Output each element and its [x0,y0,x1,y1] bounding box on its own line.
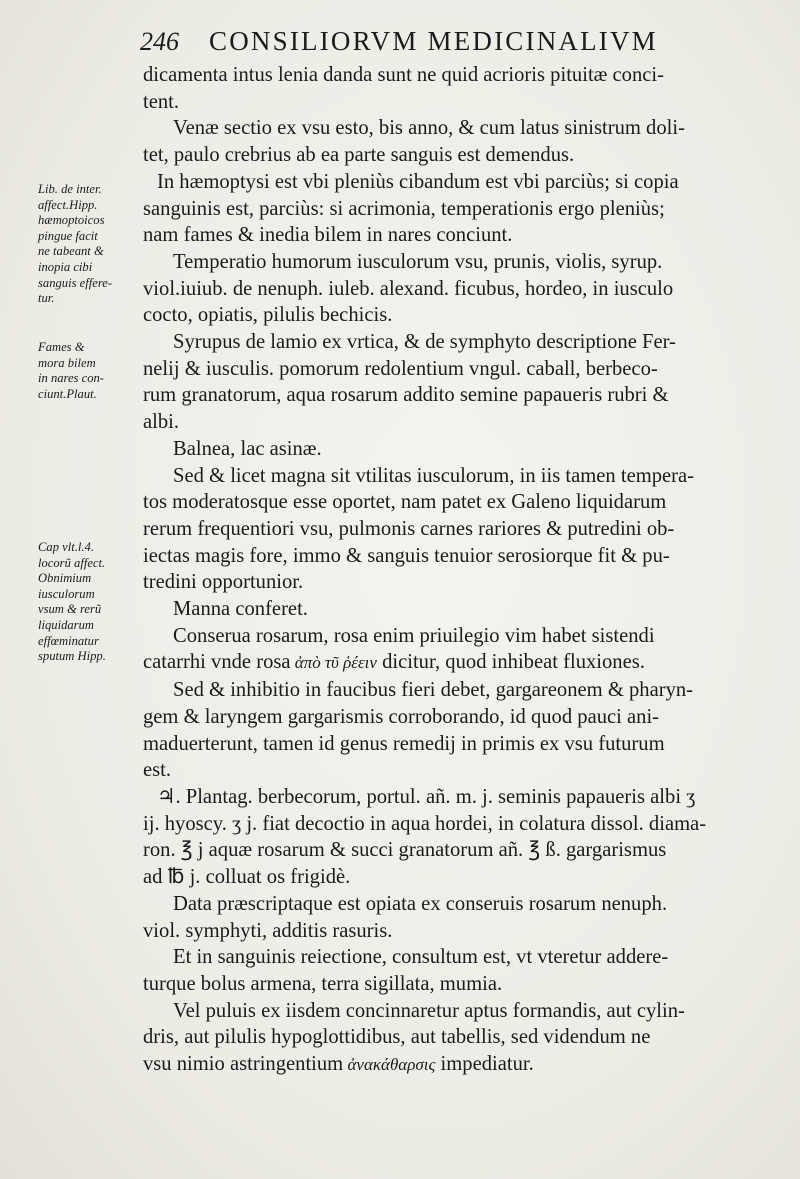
text-line-main: rum granatorum, aqua rosarum addito semine papaueris rubri & [143,384,669,407]
text-line-main: tent. [143,90,180,113]
text-line-main: Et in sanguinis reiectione, consultum est, vt vteretur addere- [173,946,669,969]
text-line [143,222,767,249]
margin-note-line: affect.Hipp. [38,197,98,212]
text-line-main: ad ℔ j. colluat os frigidè. [143,866,351,889]
greek-phrase: ἀπὸ τῦ ῥέειν [290,653,377,673]
margin-note-line: liquidarum [38,617,94,632]
text-line-main: turque bolus armena, terra sigillata, mumia. [143,972,503,995]
margin-note-1 [38,182,142,307]
text-line-main: sanguinis est, parciùs: si acrimonia, temperationis ergo pleniùs; [143,197,665,220]
margin-note-line: iusculorum [38,586,95,601]
text-line [143,811,767,838]
text-line-main: Manna conferet. [173,598,308,621]
text-line [143,569,767,596]
text-line [143,1024,767,1051]
text-line [143,543,767,570]
text-line-main: viol. symphyti, additis rasuris. [143,919,393,942]
text-line [143,463,767,490]
text-line [143,276,767,303]
text-line [143,436,767,463]
text-line-main: vsu nimio astringentium [143,1053,344,1076]
margin-note-line: tur. [38,291,55,306]
text-line [143,516,767,543]
text-line-main: Conserua rosarum, rosa enim priuilegio vim habet sistendi [173,624,655,647]
margin-note-line: locorũ affect. [38,555,106,570]
text-line [143,169,767,196]
margin-note-line: sputum Hipp. [38,649,106,664]
text-line [143,757,767,784]
text-line [143,249,767,276]
text-line-main: ij. hyoscy. ʒ j. fiat decoctio in aqua hordei, in colatura dissol. diama- [143,812,707,835]
margin-note-line: ne tabeant & [38,244,104,259]
text-line [143,944,767,971]
text-line-main: nelij & iusculis. pomorum redolentium vngul. caball, berbeco- [143,357,658,380]
text-line [143,971,767,998]
text-line-main: dicamenta intus lenia danda sunt ne quid acrioris pituitæ conci- [143,64,664,86]
text-line-continuation: dicitur, quod inhibeat fluxiones. [376,651,645,674]
text-line [143,142,767,169]
running-title: CONSILIORVM MEDICINALIVM [209,26,658,56]
text-line-main: rerum frequentiori vsu, pulmonis carnes rariores & putredini ob- [143,517,675,540]
text-line [143,731,767,758]
margin-note-line: Fames & [38,340,85,354]
text-line-main: Vel puluis ex iisdem concinnaretur aptus formandis, aut cylin- [173,999,685,1022]
text-line-main: catarrhi vnde rosa [143,651,291,674]
text-line-main: iectas magis fore, immo & sanguis tenuior serosiorque fit & pu- [143,544,670,567]
text-line [143,677,767,704]
text-line [143,329,767,356]
text-line-main: ron. ℥ j aquæ rosarum & succi granatorum añ. ℥ ß. gargarismus [143,839,667,862]
margin-note-line: vsum & rerũ [38,602,102,617]
text-line-main: Data præscriptaque est opiata ex conseruis rosarum nenuph. [173,892,668,915]
text-line [143,623,767,650]
margin-note-line: Obnimium [38,571,92,586]
text-line [143,784,767,811]
text-line [143,62,767,89]
text-line-main: Sed & inhibitio in faucibus fieri debet, gargareonem & pharyn- [173,679,694,702]
text-line-main: Balnea, lac asinæ. [173,437,322,460]
margin-note-line: Lib. de inter. [38,182,102,196]
margin-note-line: mora bilem [38,355,96,370]
text-line-continuation: impediatur. [435,1053,534,1076]
text-line-main: est. [143,759,172,782]
text-line [143,998,767,1025]
body-text [143,62,767,1079]
text-line [143,302,767,329]
text-line-main: albi. [143,411,180,434]
text-line [143,89,767,116]
text-line-main: Venæ sectio ex vsu esto, bis anno, & cum latus sinistrum doli- [173,117,685,140]
page-number: 246 [140,27,179,56]
text-line-main: tredini opportunior. [143,571,304,594]
text-line [143,356,767,383]
margin-note-line: in nares con- [38,371,104,386]
text-line-main: tet, paulo crebrius ab ea parte sanguis est demendus. [143,144,575,167]
text-line [143,115,767,142]
text-line-main: dris, aut pilulis hypoglottidibus, aut tabellis, sed videndum ne [143,1026,651,1049]
margin-note-line: effœminatur [38,633,99,648]
margin-note-line: sanguis effere- [38,275,113,290]
text-line-main: viol.iuiub. de nenuph. iuleb. alexand. ficubus, hordeo, in iusculo [143,277,674,300]
margin-note-line: pingue facit [38,228,98,243]
text-line-main: Temperatio humorum iusculorum vsu, prunis, violis, syrup. [173,250,663,273]
text-line [143,409,767,436]
text-line-main: gem & laryngem gargarismis corroborando, id quod pauci ani- [143,705,660,728]
text-line [143,382,767,409]
text-line [143,891,767,918]
text-line [143,596,767,623]
text-line [143,196,767,223]
text-line [143,489,767,516]
margin-note-3 [38,540,142,665]
text-line [143,649,767,677]
margin-note-2 [38,340,142,402]
text-line [143,864,767,891]
text-line [143,704,767,731]
greek-phrase: ἀνακάθαρσις [343,1055,436,1075]
text-line-main: tos moderatosque esse oportet, nam patet ex Galeno liquidarum [143,491,667,514]
margin-note-line: ciunt.Plaut. [38,386,97,401]
margin-note-line: Cap vlt.l.4. [38,540,94,554]
text-line [143,918,767,945]
margin-note-line: hæmoptoicos [38,213,105,228]
text-line-main: nam fames & inedia bilem in nares conciunt. [143,224,513,247]
text-line-main: ♃. Plantag. berbecorum, portul. añ. m. j. seminis papaueris albi ʒ [157,785,696,808]
margin-note-line: inopia cibi [38,259,93,274]
text-line-main: maduerterunt, tamen id genus remedij in primis ex vsu futurum [143,732,665,755]
page-header [140,26,780,62]
text-line-main: Sed & licet magna sit vtilitas iusculorum, in iis tamen tempera- [173,464,695,487]
text-line-main: cocto, opiatis, pilulis bechicis. [143,304,393,327]
text-line [143,1051,767,1079]
text-line-main: Syrupus de lamio ex vrtica, & de symphyto descriptione Fer- [173,331,676,354]
text-line [143,837,767,864]
text-line-main: In hæmoptysi est vbi pleniùs cibandum est vbi parciùs; si copia [157,170,679,193]
